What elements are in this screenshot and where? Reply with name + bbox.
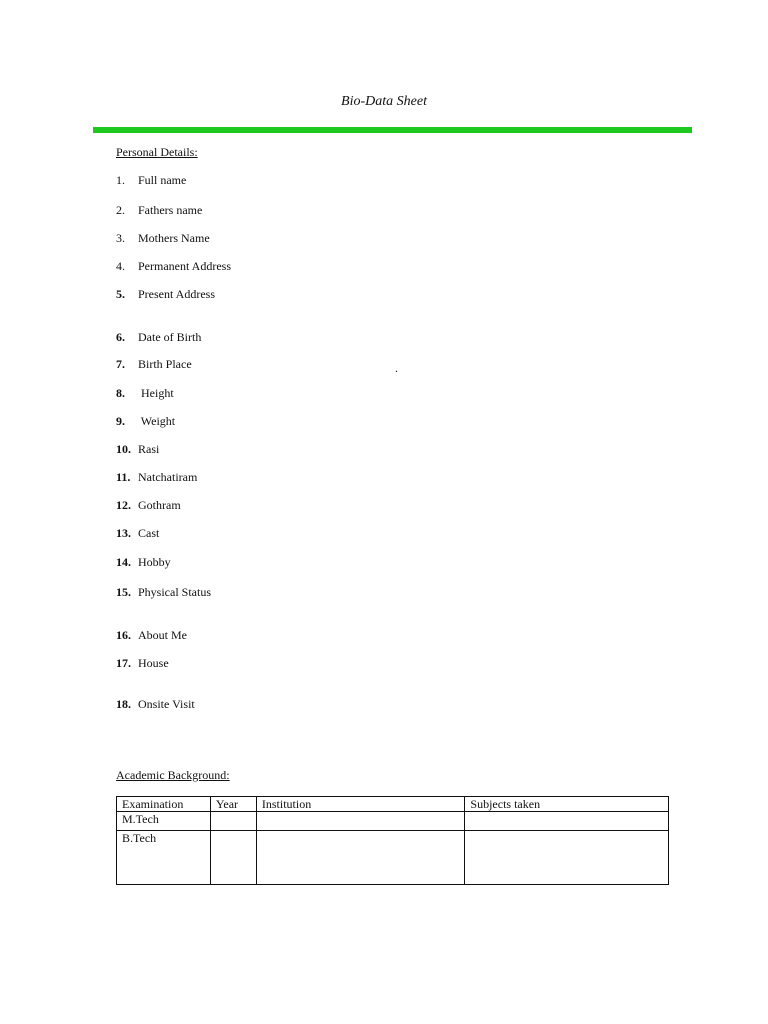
field-label: Natchatiram xyxy=(138,470,198,484)
field-item xyxy=(116,697,195,712)
field-number: 9. xyxy=(116,414,125,428)
field-item xyxy=(116,414,175,429)
field-number: 17. xyxy=(116,656,131,670)
table-row xyxy=(117,831,669,885)
field-label: Cast xyxy=(138,526,160,540)
field-item xyxy=(116,203,202,218)
field-number: 2. xyxy=(116,203,125,217)
field-number: 10. xyxy=(116,442,131,456)
table-cell xyxy=(256,812,465,831)
table-cell: M.Tech xyxy=(117,812,211,831)
field-number: 13. xyxy=(116,526,131,540)
table-cell: B.Tech xyxy=(117,831,211,885)
field-label: Gothram xyxy=(138,498,181,512)
field-number: 3. xyxy=(116,231,125,245)
field-number: 8. xyxy=(116,386,125,400)
academic-background-heading: Academic Background: xyxy=(116,768,230,782)
page-title: Bio-Data Sheet xyxy=(341,94,427,109)
field-item xyxy=(116,231,210,246)
table-row xyxy=(117,812,669,831)
column-header-subjects: Subjects taken xyxy=(465,797,669,812)
table-cell xyxy=(256,831,465,885)
field-label: Weight xyxy=(138,414,176,428)
field-number: 1. xyxy=(116,173,125,187)
field-item xyxy=(116,585,211,600)
field-label: Permanent Address xyxy=(138,259,231,273)
field-label: About Me xyxy=(138,628,187,642)
field-number: 4. xyxy=(116,259,125,273)
field-label: House xyxy=(138,656,169,670)
title-divider xyxy=(93,127,692,133)
field-number: 16. xyxy=(116,628,131,642)
column-header-institution: Institution xyxy=(256,797,465,812)
academic-table-header-row xyxy=(117,797,669,812)
field-label: Date of Birth xyxy=(138,330,202,344)
stray-mark: . xyxy=(395,361,398,375)
field-number: 6. xyxy=(116,330,125,344)
field-label: Birth Place xyxy=(138,357,192,371)
field-item xyxy=(116,357,192,372)
table-cell xyxy=(465,831,669,885)
field-item xyxy=(116,555,171,570)
field-item xyxy=(116,330,201,345)
field-label: Present Address xyxy=(138,287,215,301)
table-cell xyxy=(210,831,256,885)
field-number: 14. xyxy=(116,555,131,569)
field-label: Physical Status xyxy=(138,585,212,599)
field-label: Fathers name xyxy=(138,203,203,217)
field-label: Full name xyxy=(138,173,187,187)
field-number: 15. xyxy=(116,585,131,599)
field-label: Onsite Visit xyxy=(138,697,195,711)
personal-details-heading: Personal Details: xyxy=(116,145,198,159)
field-item xyxy=(116,526,159,541)
column-header-examination: Examination xyxy=(117,797,211,812)
field-item xyxy=(116,442,159,457)
field-item xyxy=(116,287,215,302)
field-label: Hobby xyxy=(138,555,171,569)
table-cell xyxy=(210,812,256,831)
field-number: 7. xyxy=(116,357,125,371)
column-header-year: Year xyxy=(210,797,256,812)
field-item xyxy=(116,470,197,485)
academic-table xyxy=(116,796,669,885)
field-number: 18. xyxy=(116,697,131,711)
field-label: Height xyxy=(138,386,174,400)
field-label: Mothers Name xyxy=(138,231,210,245)
field-item xyxy=(116,628,187,643)
field-label: Rasi xyxy=(138,442,160,456)
table-cell xyxy=(465,812,669,831)
field-item xyxy=(116,656,169,671)
field-number: 12. xyxy=(116,498,131,512)
field-item xyxy=(116,173,186,188)
field-item xyxy=(116,498,181,513)
field-item xyxy=(116,259,231,274)
field-number: 5. xyxy=(116,287,125,301)
field-item xyxy=(116,386,174,401)
field-number: 11. xyxy=(116,470,131,484)
